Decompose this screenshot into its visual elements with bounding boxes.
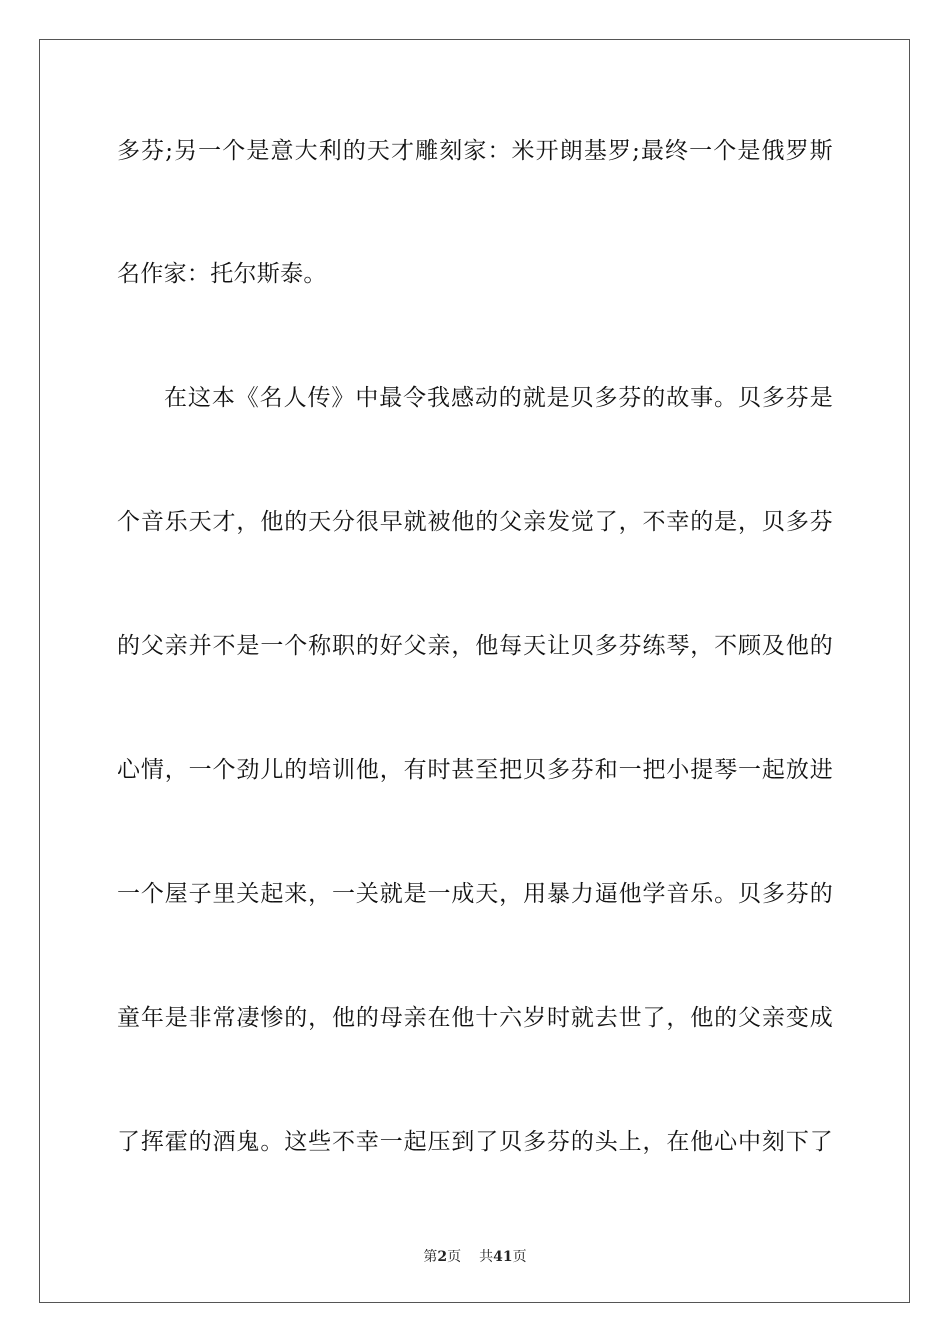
page-footer <box>0 1247 950 1267</box>
text-line-6: 心情，一个劲儿的培训他，有时甚至把贝多芬和一把小提琴一起放进 <box>117 757 833 783</box>
text-line-5: 的父亲并不是一个称职的好父亲，他每天让贝多芬练琴，不顾及他的 <box>117 633 833 659</box>
text-line-2: 名作家：托尔斯泰。 <box>117 261 327 287</box>
page-number: 2 <box>437 1249 448 1265</box>
page-suffix: 页 <box>447 1249 462 1265</box>
total-prefix: 共 <box>479 1249 494 1265</box>
text-line-4: 个音乐天才，他的天分很早就被他的父亲发觉了，不幸的是，贝多芬 <box>117 509 833 535</box>
total-pages: 41 <box>493 1249 513 1265</box>
text-line-1: 多芬;另一个是意大利的天才雕刻家：米开朗基罗;最终一个是俄罗斯 <box>117 138 833 164</box>
text-line-7: 一个屋子里关起来，一关就是一成天，用暴力逼他学音乐。贝多芬的 <box>117 881 833 907</box>
total-suffix: 页 <box>512 1249 527 1265</box>
text-line-3: 在这本《名人传》中最令我感动的就是贝多芬的故事。贝多芬是 <box>164 385 833 411</box>
page-border <box>39 39 910 1303</box>
page-prefix: 第 <box>423 1249 438 1265</box>
text-line-9: 了挥霍的酒鬼。这些不幸一起压到了贝多芬的头上，在他心中刻下了 <box>117 1129 833 1155</box>
text-line-8: 童年是非常凄惨的，他的母亲在他十六岁时就去世了，他的父亲变成 <box>117 1005 833 1031</box>
